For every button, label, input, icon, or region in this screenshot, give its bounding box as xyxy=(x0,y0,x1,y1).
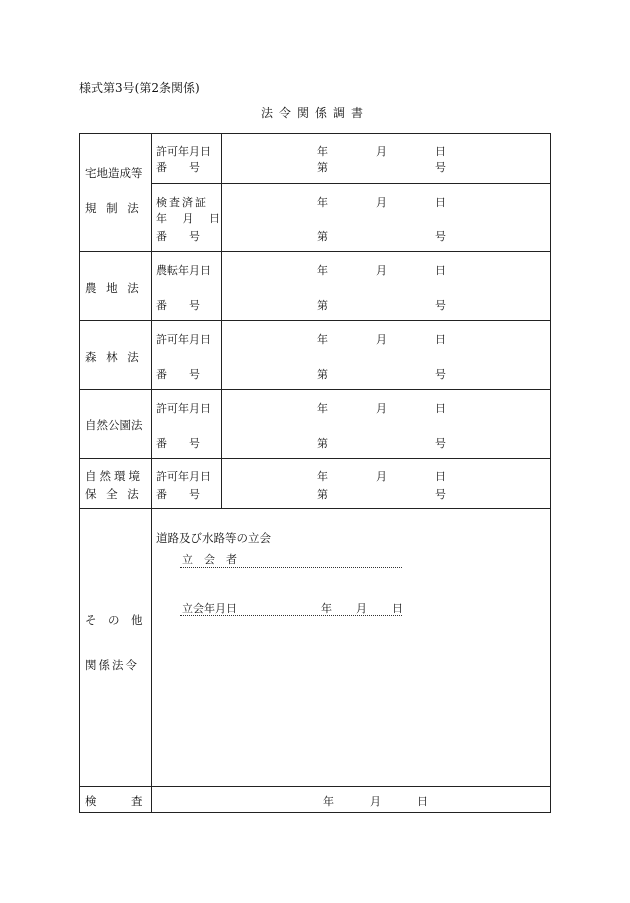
day-label: 日 xyxy=(435,196,446,209)
dai-label: 第 xyxy=(317,161,328,174)
inspection-cert-label: 検査済証 xyxy=(156,196,208,209)
law-shizen-kankyo-line1: 自然環境 xyxy=(85,469,143,483)
inspection-number-label: 番 号 xyxy=(156,230,200,243)
row-divider xyxy=(79,320,551,321)
gou-label: 号 xyxy=(435,161,446,174)
year-label: 年 xyxy=(317,333,328,346)
witness-date-label: 立会年月日 xyxy=(182,602,237,615)
month-label: 月 xyxy=(376,333,387,346)
day-label: 日 xyxy=(435,145,446,158)
road-waterway-heading: 道路及び水路等の立会 xyxy=(156,531,271,545)
row-divider xyxy=(79,251,551,252)
column-divider xyxy=(221,133,222,508)
row-divider xyxy=(151,183,551,184)
law-shinrin: 森 林 法 xyxy=(85,350,142,364)
day-label: 日 xyxy=(435,264,446,277)
permit-date-label: 許可年月日 xyxy=(156,402,211,415)
permit-date-label: 許可年月日 xyxy=(156,333,211,346)
law-shizen-kankyo-line2: 保 全 法 xyxy=(85,487,142,501)
dai-label: 第 xyxy=(317,230,328,243)
month-label: 月 xyxy=(370,795,381,808)
dai-label: 第 xyxy=(317,437,328,450)
page-title: 法令関係調書 xyxy=(260,106,369,120)
witness-date-line xyxy=(180,615,402,616)
row-divider xyxy=(79,389,551,390)
day-label: 日 xyxy=(435,470,446,483)
law-takuchi-line2: 規 制 法 xyxy=(85,201,142,215)
dai-label: 第 xyxy=(317,488,328,501)
form-table xyxy=(79,133,551,813)
year-label: 年 xyxy=(317,145,328,158)
month-label: 月 xyxy=(356,602,367,615)
year-label: 年 xyxy=(317,196,328,209)
day-label: 日 xyxy=(435,333,446,346)
gou-label: 号 xyxy=(435,488,446,501)
witness-label: 立 会 者 xyxy=(182,553,237,566)
day-label: 日 xyxy=(392,602,403,615)
row-divider xyxy=(79,508,551,509)
conversion-date-label: 農転年月日 xyxy=(156,264,211,277)
number-label: 番 号 xyxy=(156,437,200,450)
dai-label: 第 xyxy=(317,299,328,312)
gou-label: 号 xyxy=(435,368,446,381)
law-takuchi-line1: 宅地造成等 xyxy=(85,166,143,180)
year-label: 年 xyxy=(317,470,328,483)
permit-date-label: 許可年月日 xyxy=(156,145,211,158)
law-sonota-line1: そ の 他 xyxy=(85,613,143,627)
month-label: 月 xyxy=(376,402,387,415)
dai-label: 第 xyxy=(317,368,328,381)
inspection-date-label: 年 月 日 xyxy=(156,212,226,225)
gou-label: 号 xyxy=(435,299,446,312)
month-label: 月 xyxy=(376,470,387,483)
gou-label: 号 xyxy=(435,230,446,243)
permit-date-label: 許可年月日 xyxy=(156,470,211,483)
day-label: 日 xyxy=(417,795,428,808)
witness-line xyxy=(180,567,402,568)
year-label: 年 xyxy=(317,402,328,415)
form-id: 様式第3号(第2条関係) xyxy=(79,81,200,95)
number-label: 番 号 xyxy=(156,488,200,501)
month-label: 月 xyxy=(376,196,387,209)
year-label: 年 xyxy=(323,795,334,808)
month-label: 月 xyxy=(376,264,387,277)
day-label: 日 xyxy=(435,402,446,415)
month-label: 月 xyxy=(376,145,387,158)
inspection-label: 検 査 xyxy=(85,794,143,808)
law-nouchi: 農 地 法 xyxy=(85,281,142,295)
column-divider xyxy=(151,133,152,813)
row-divider xyxy=(79,458,551,459)
year-label: 年 xyxy=(317,264,328,277)
year-label: 年 xyxy=(321,602,332,615)
row-divider xyxy=(79,786,551,787)
number-label: 番 号 xyxy=(156,299,200,312)
number-label: 番 号 xyxy=(156,368,200,381)
law-sonota-line2: 関係法令 xyxy=(85,658,139,672)
number-label: 番 号 xyxy=(156,161,200,174)
gou-label: 号 xyxy=(435,437,446,450)
law-shizen-koen: 自然公園法 xyxy=(85,418,143,432)
